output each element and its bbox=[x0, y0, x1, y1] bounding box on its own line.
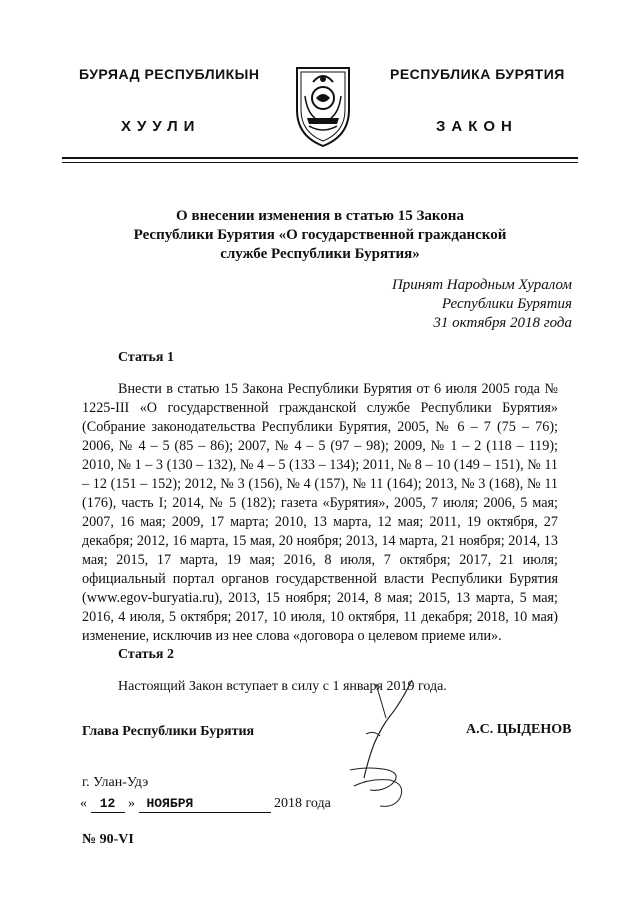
signatory-title: Глава Республики Бурятия bbox=[82, 724, 255, 739]
header-divider-thick bbox=[62, 157, 578, 159]
law-number: № 90-VI bbox=[82, 832, 134, 847]
header-divider-thin bbox=[62, 162, 578, 163]
header-left-title: БУРЯАД РЕСПУБЛИКЫН bbox=[79, 66, 260, 82]
date-month bbox=[139, 796, 271, 813]
law-title-line-2: Республики Бурятия «О государственной гражданской bbox=[133, 227, 507, 243]
law-title-line-3: службе Республики Бурятия» bbox=[220, 246, 420, 262]
date-quote-close: » bbox=[128, 796, 135, 811]
law-title-line-1: О внесении изменения в статью 15 Закона bbox=[176, 208, 464, 224]
header-right-subtitle: ЗАКОН bbox=[436, 118, 518, 135]
article-1-body bbox=[82, 380, 558, 646]
date-line bbox=[80, 796, 331, 813]
signatory-name: А.С. ЦЫДЕНОВ bbox=[466, 722, 572, 737]
header-left-subtitle: ХУУЛИ bbox=[121, 118, 201, 135]
article-1-heading: Статья 1 bbox=[118, 350, 174, 365]
date-day bbox=[91, 796, 125, 813]
header-right-title: РЕСПУБЛИКА БУРЯТИЯ bbox=[390, 66, 565, 82]
article-2-text: Настоящий Закон вступает в силу с 1 января 2019 года. bbox=[118, 679, 447, 694]
handwritten-signature bbox=[330, 674, 430, 814]
date-day-value: 12 bbox=[99, 796, 116, 811]
date-month-value: НОЯБРЯ bbox=[146, 796, 194, 811]
buryatia-coat-of-arms-icon bbox=[291, 62, 355, 148]
adoption-line-2: Республики Бурятия bbox=[441, 296, 572, 312]
city: г. Улан-Удэ bbox=[82, 775, 149, 790]
adoption-line-3: 31 октября 2018 года bbox=[433, 315, 572, 331]
law-title bbox=[0, 207, 640, 264]
date-quote-open: « bbox=[80, 796, 87, 811]
adoption-note bbox=[392, 276, 572, 333]
article-2-heading: Статья 2 bbox=[118, 647, 174, 662]
article-1-text: Внести в статью 15 Закона Республики Бурятия от 6 июля 2005 года № 1225-III «О государственной гражданской службе Республики Бурятия» (Собрание законодательства Республики Бурятия, 2005, № 6 – 7 (75 – 76); 2006, № 4 – 5 (85 – 86); 2007, № 4 – 5 (97 – 98); 2009, № 1 – 2 (118 – 119); 2010, № 1 – 3 (130 – 132), № 4 – 5 (133 – 134); 2011, № 8 – 10 (149 – 151), № 11 – 12 (151 – 152); 2012, № 3 (156), № 4 (157), № 11 (164); 2013, № 3 (168), № 11 (176), часть I; 2014, № 5 (182); газета «Бурятия», 2005, 7 июля; 2006, 5 мая; 2007, 16 мая; 2009, 17 марта; 2010, 13 марта, 12 мая; 2011, 19 октября, 27 декабря; 2012, 16 марта, 15 мая, 20 ноября; 2013, 14 марта, 21 ноября; 2014, 13 мая; 2015, 17 марта, 19 мая; 2016, 8 июля, 7 октября; 2017, 21 июля; официальный портал органов государственной власти Республики Бурятия (www.egov-buryatia.ru), 2013, 15 ноября; 2014, 8 мая; 2015, 13 марта, 5 мая; 2016, 4 июля, 5 октября; 2017, 10 июля, 10 октября, 11 декабря; 2018, 10 мая) изменение, исключив из нее слова «договора о целевом приеме или». bbox=[82, 381, 558, 644]
date-year: 2018 года bbox=[274, 796, 331, 811]
adoption-line-1: Принят Народным Хуралом bbox=[391, 277, 572, 293]
